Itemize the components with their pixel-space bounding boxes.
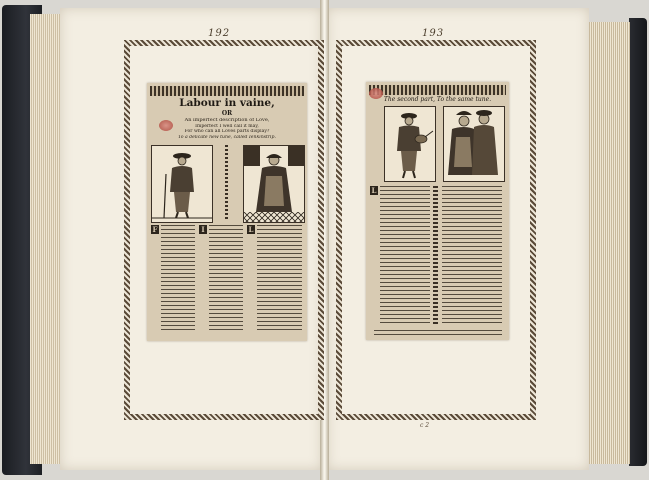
- drop-initial: I: [199, 225, 207, 234]
- left-page-number: 192: [208, 28, 231, 39]
- right-broadside: [366, 82, 509, 340]
- ballad-connector: OR: [221, 110, 233, 117]
- part-two-title: The second part, To the same tune.: [383, 96, 492, 103]
- title-ornament-band: [150, 86, 304, 96]
- verse-column: [442, 186, 502, 326]
- title-ornament-band: [369, 85, 506, 95]
- woodcut-gentleman: [151, 145, 213, 223]
- woodcut-lady: [243, 145, 305, 223]
- woodcut-lady-figure: [244, 146, 304, 222]
- ballad-subtitle-line: Imperfect I well call it may,: [195, 124, 259, 129]
- imprint-line: [374, 330, 502, 336]
- left-broadside: [147, 83, 307, 341]
- woodcut-couple-figure: [444, 107, 504, 181]
- woodcut-divider: [225, 145, 228, 221]
- woodcut-couple: [443, 106, 505, 182]
- woodcut-musician: [384, 106, 436, 182]
- drop-initial: L: [248, 225, 254, 234]
- woodcut-gentleman-figure: [152, 146, 212, 222]
- verse-column: [257, 225, 302, 333]
- verse-column: [209, 225, 243, 333]
- ballad-subtitle-line: For who can all Loves parts display?: [184, 129, 270, 134]
- column-divider: [433, 186, 438, 326]
- verse-column: [380, 186, 430, 326]
- drop-initial: F: [152, 225, 158, 234]
- library-stamp: [369, 88, 383, 99]
- catchword-mark: c 2: [420, 422, 430, 429]
- right-page-edges: [588, 22, 630, 464]
- woodcut-musician-figure: [385, 107, 435, 181]
- ballad-title: Labour in vaine,: [179, 97, 275, 109]
- drop-initial: L: [371, 186, 377, 195]
- ballad-subtitle-line: An imperfect description of Love,: [184, 118, 270, 123]
- verse-column: [161, 225, 195, 333]
- right-cover: [629, 18, 647, 466]
- library-stamp: [159, 120, 173, 131]
- ballad-tune-line: To a delicate new tune, called Ienkinstrip.: [178, 135, 276, 140]
- right-page-number: 193: [422, 28, 445, 39]
